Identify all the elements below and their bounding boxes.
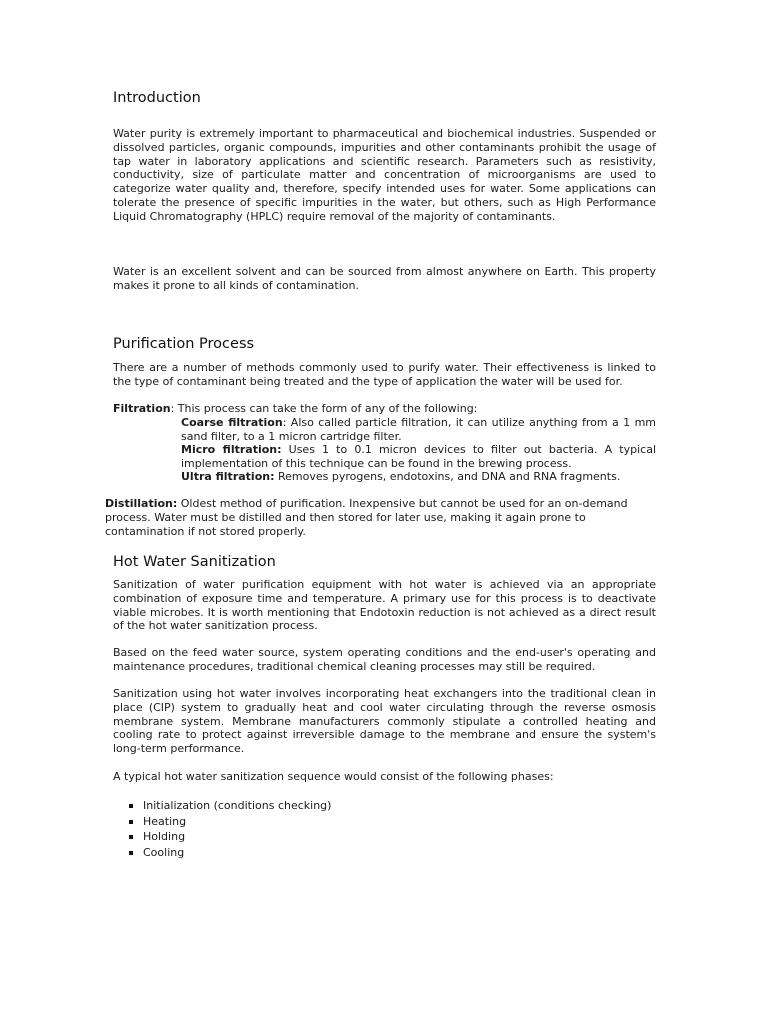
list-item [113, 798, 513, 814]
sanitization-paragraph-1: Sanitization of water purification equipment with hot water is achieved via an appropriate combination of exposure time and temperature. A primary use for this process is to deactivate viable microbes. It is worth mentioning that Endotoxin reduction is not achieved as a direct result of the hot water sanitization process. [113, 578, 656, 633]
intro-paragraph-2: Water is an excellent solvent and can be sourced from almost anywhere on Earth. This property makes it prone to all kinds of contamination. [113, 265, 656, 292]
sanitization-paragraph-4: A typical hot water sanitization sequence would consist of the following phases: [113, 770, 554, 783]
sanitization-paragraph-3: Sanitization using hot water involves incorporating heat exchangers into the traditional clean in place (CIP) system to gradually heat and cool water circulating through the reverse osmosis membrane system. Membrane manufacturers commonly stipulate a controlled heating and cooling rate to protect against irreversible damage to the membrane and ensure the system's long-term performance. [113, 687, 656, 756]
heading-introduction: Introduction [113, 90, 201, 106]
filtration-text: : This process can take the form of any of the following: [170, 402, 478, 415]
sanitization-paragraph-2: Based on the feed water source, system operating conditions and the end-user's operating and maintenance procedures, traditional chemical cleaning processes may still be required. [113, 646, 656, 673]
list-item [113, 814, 513, 830]
phase-label: Initialization (conditions checking) [143, 799, 332, 812]
list-item [113, 845, 513, 861]
coarse-filtration-label: Coarse filtration [181, 416, 283, 429]
micro-filtration-text: Uses 1 to 0.1 micron devices to filter out bacteria. A typical implementation of this technique can be found in the brewing process. [181, 443, 656, 470]
heading-hot-water-sanitization: Hot Water Sanitization [113, 554, 276, 570]
phase-label: Cooling [143, 845, 185, 859]
heading-purification-process: Purification Process [113, 336, 255, 352]
intro-paragraph-1: Water purity is extremely important to pharmaceutical and biochemical industries. Suspended or dissolved particles, organic compounds, impurities and other contaminants prohibit the usage of tap water in laboratory applications and scientific research. Parameters such as resistivity, conductivity, size of particulate matter and concentration of microorganisms are used to categorize water quality and, therefore, specify intended uses for water. Some applications can tolerate the presence of specific impurities in the water, but others, such as High Performance Liquid Chromatography (HPLC) require removal of the majority of contaminants. [113, 127, 656, 223]
micro-filtration-item [181, 443, 656, 471]
micro-filtration-label: Micro filtration: [181, 443, 282, 456]
ultra-filtration-text: Removes pyrogens, endotoxins, and DNA and RNA fragments. [274, 470, 621, 483]
distillation-text: Oldest method of purification. Inexpensive but cannot be used for an on-demand process. Water must be distilled and then stored for later use, making it again prone to contamination if not stored properly. [105, 497, 628, 538]
phase-label: Heating [143, 814, 187, 828]
coarse-filtration-text: : Also called particle filtration, it can utilize anything from a 1 mm sand filter, to a 1 micron cartridge filter. [181, 416, 657, 443]
distillation-paragraph [105, 497, 650, 538]
bullet-square-icon [129, 804, 133, 808]
filtration-paragraph [113, 402, 656, 416]
distillation-label: Distillation: [105, 497, 178, 510]
ultra-filtration-label: Ultra filtration: [181, 470, 275, 483]
bullet-square-icon [129, 851, 133, 855]
phases-list [113, 798, 513, 860]
filtration-label: Filtration [113, 402, 171, 415]
phase-label: Holding [143, 830, 186, 844]
coarse-filtration-item [181, 416, 656, 444]
purification-intro: There are a number of methods commonly used to purify water. Their effectiveness is linked to the type of contaminant being treated and the type of application the water will be used for. [113, 361, 656, 388]
bullet-square-icon [129, 820, 133, 824]
list-item [113, 829, 513, 845]
ultra-filtration-item [181, 470, 656, 484]
bullet-square-icon [129, 835, 133, 839]
